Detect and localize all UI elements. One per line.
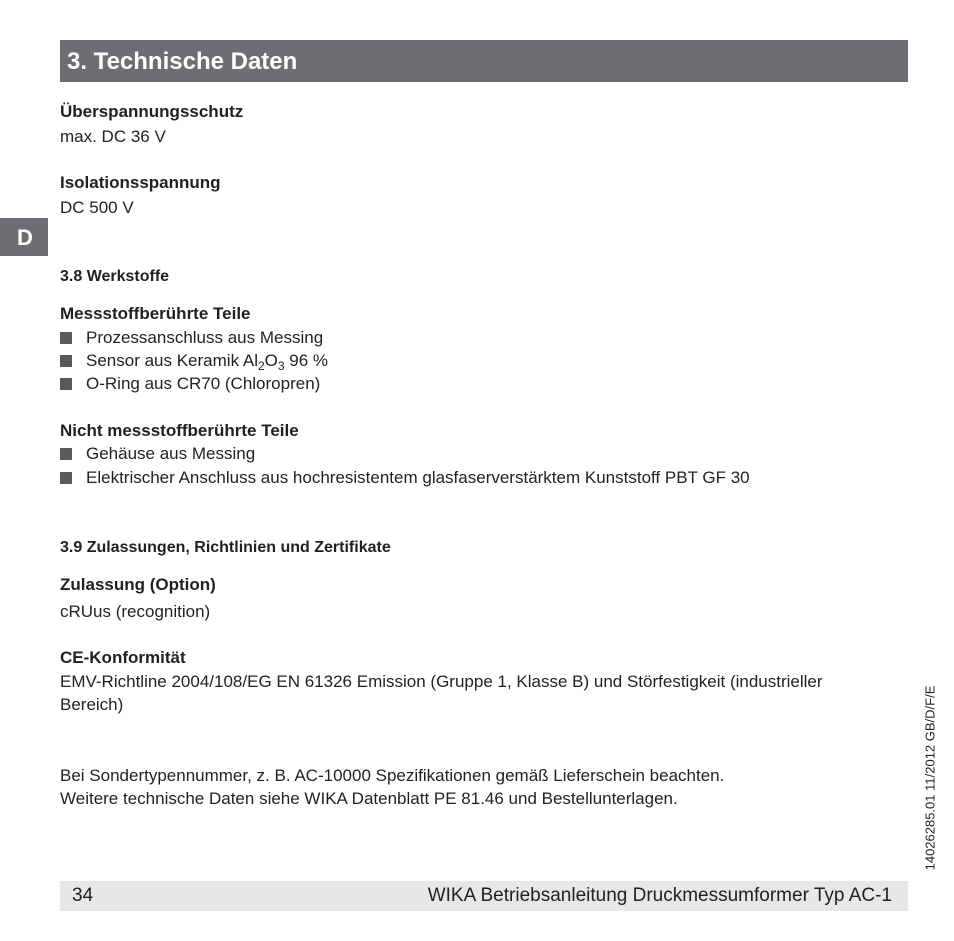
language-tab bbox=[0, 218, 48, 256]
ce-heading: CE-Konformität bbox=[60, 648, 186, 667]
wetted-parts-heading: Messstoffberührte Teile bbox=[60, 304, 251, 323]
insulation-heading: Isolationsspannung bbox=[60, 173, 221, 192]
list-item-text: Sensor aus Keramik $Al_2O_3$ 96 % bbox=[86, 351, 329, 373]
section-header-bar bbox=[60, 40, 908, 82]
page-number: 34 bbox=[72, 885, 94, 906]
overvoltage-heading: Überspannungsschutz bbox=[60, 102, 244, 121]
footer-document-title: WIKA Betriebsanleitung Druckmessumformer Typ AC-1 bbox=[427, 885, 892, 906]
approval-value: cRUus (recognition) bbox=[60, 602, 211, 621]
note-line-1: Bei Sondertypennummer, z. B. AC-10000 Spezifikationen gemäß Lieferschein beachten. bbox=[60, 766, 725, 785]
overvoltage-value: max. DC 36 V bbox=[60, 127, 166, 146]
footer-bar bbox=[60, 881, 908, 911]
bullet-square-icon bbox=[60, 472, 72, 484]
list-item-text: Elektrischer Anschluss aus hochresistentem glasfaserverstärktem Kunststoff PBT GF 30 bbox=[86, 468, 750, 487]
note-line-2: Weitere technische Daten siehe WIKA Datenblatt PE 81.46 und Bestellunterlagen. bbox=[60, 789, 678, 808]
list-item-text: O-Ring aus CR70 (Chloropren) bbox=[86, 374, 321, 393]
list-item-text: Gehäuse aus Messing bbox=[86, 444, 256, 463]
ce-line-2: Bereich) bbox=[60, 695, 124, 714]
bullet-square-icon bbox=[60, 378, 72, 390]
bullet-square-icon bbox=[60, 355, 72, 367]
document-code: 14026285.01 11/2012 GB/D/F/E bbox=[922, 685, 938, 871]
materials-section-heading: 3.8 Werkstoffe bbox=[60, 268, 170, 285]
bullet-square-icon bbox=[60, 448, 72, 460]
ce-line-1: EMV-Richtline 2004/108/EG EN 61326 Emission (Gruppe 1, Klasse B) und Störfestigkeit (industrieller bbox=[60, 672, 823, 691]
approvals-section-heading: 3.9 Zulassungen, Richtlinien und Zertifikate bbox=[60, 539, 391, 556]
approval-heading: Zulassung (Option) bbox=[60, 575, 216, 594]
bullet-square-icon bbox=[60, 332, 72, 344]
insulation-value: DC 500 V bbox=[60, 198, 134, 217]
non-wetted-parts-heading: Nicht messstoffberührte Teile bbox=[60, 421, 299, 440]
list-item-text: Prozessanschluss aus Messing bbox=[86, 328, 324, 347]
language-tab-label: D bbox=[17, 225, 33, 250]
section-title: 3. Technische Daten bbox=[67, 48, 298, 75]
